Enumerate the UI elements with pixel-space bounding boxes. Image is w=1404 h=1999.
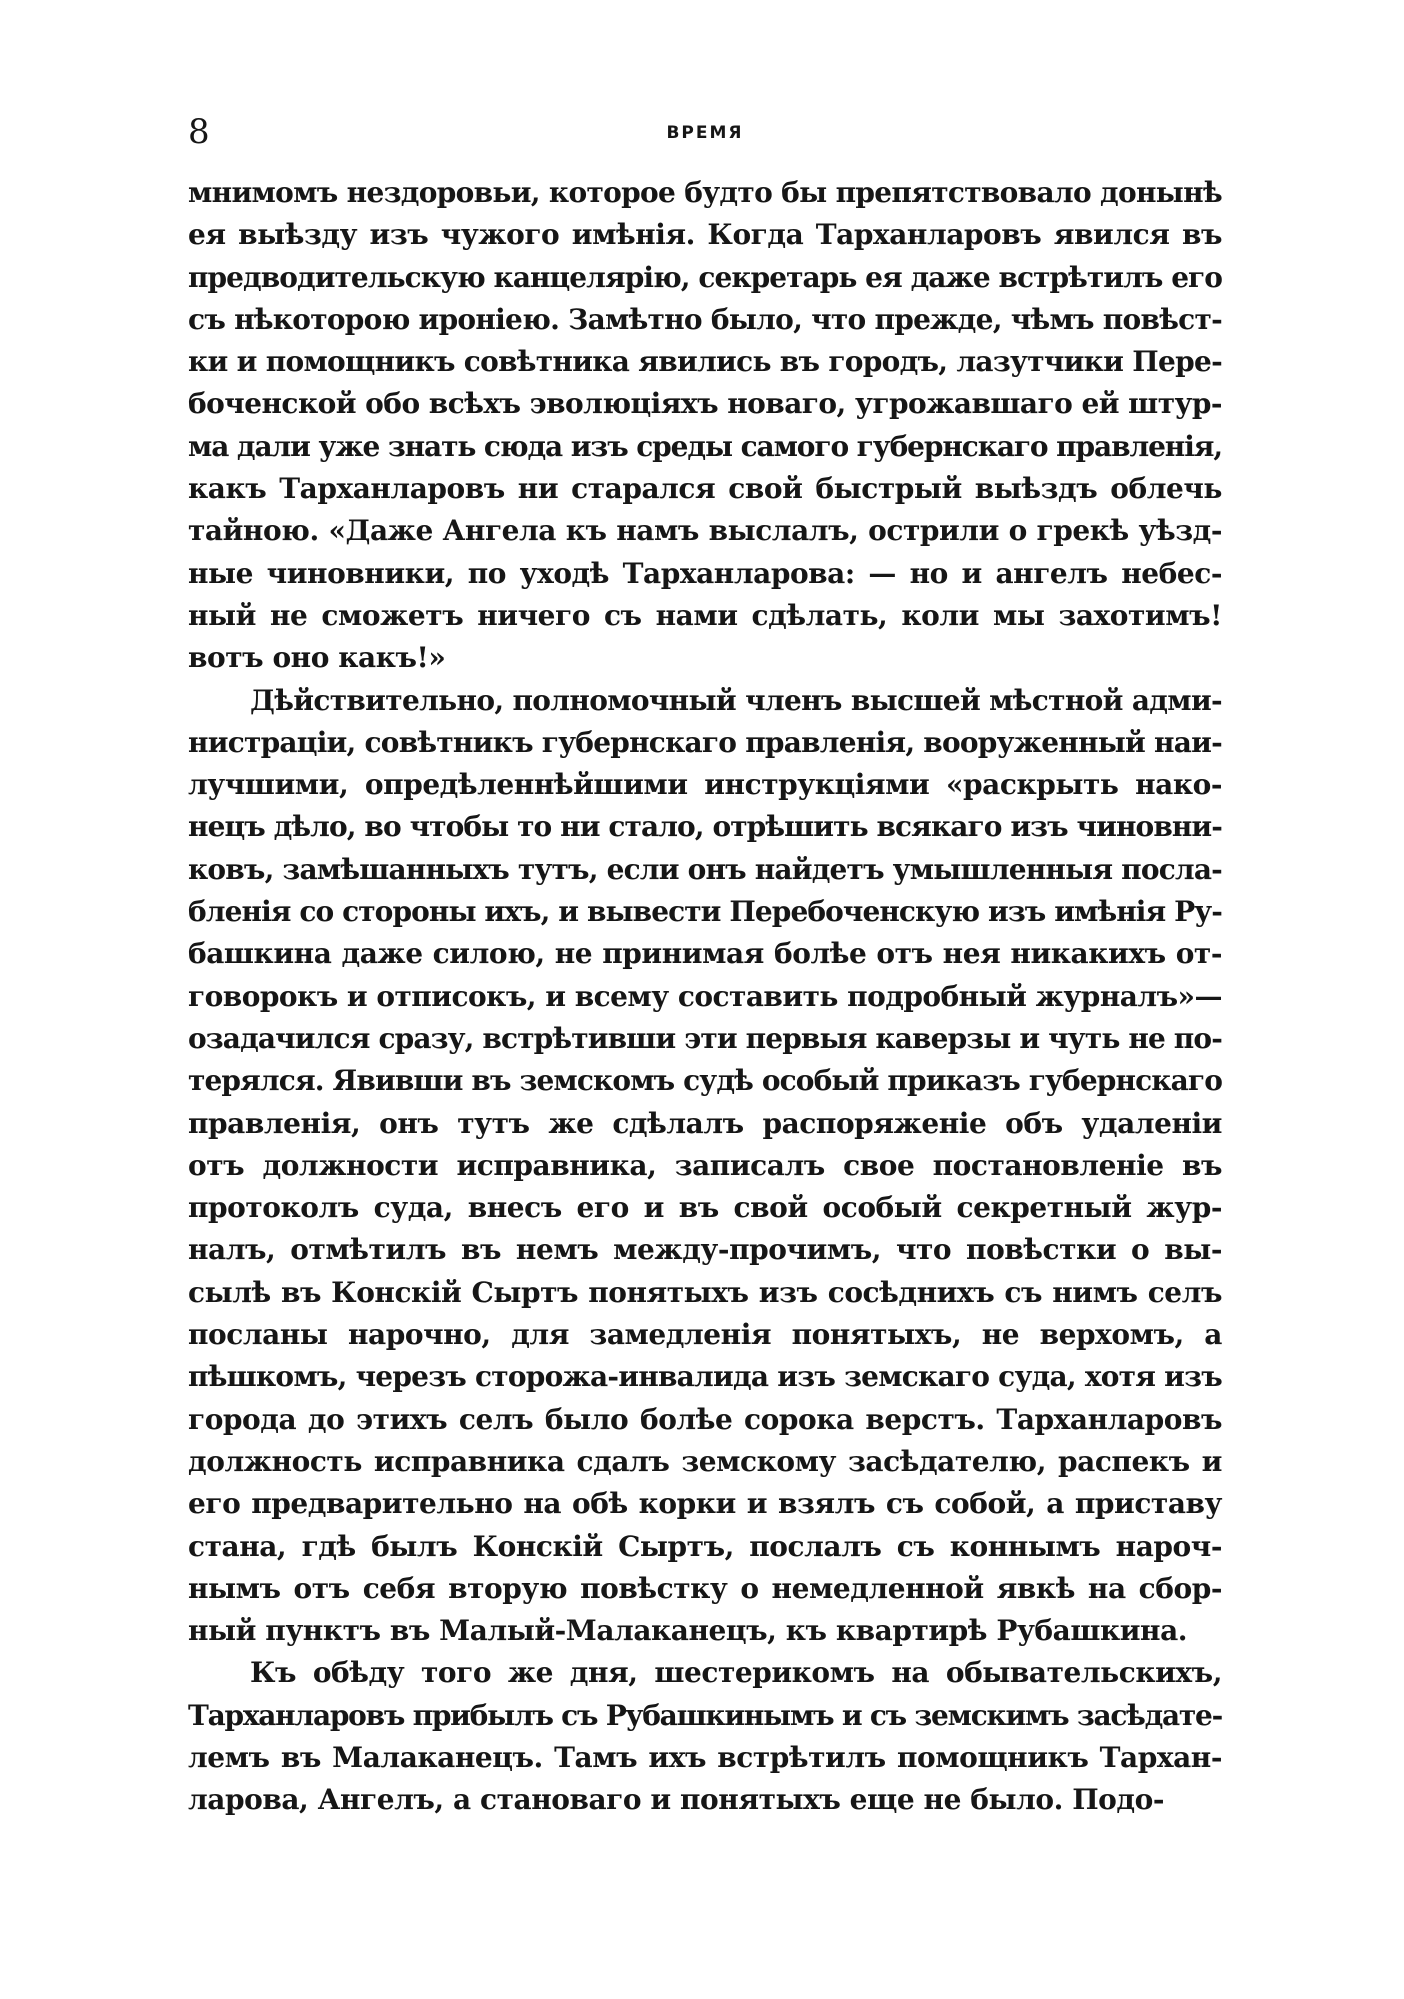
text-line: ма дали уже знать сюда изъ среды самого губернскаго правленія, <box>188 429 1222 463</box>
text-line: говорокъ и отписокъ, и всему составить подробный журналъ»— <box>188 979 1222 1013</box>
text-line: вотъ оно какъ!» <box>188 641 446 675</box>
paragraph-3 <box>188 1652 1222 1821</box>
text-line: бленія со стороны ихъ, и вывести Перебоченскую изъ имѣнія Ру- <box>188 895 1222 929</box>
text-line: башкина даже силою, не принимая болѣе отъ нея никакихъ от- <box>188 937 1222 971</box>
text-line: Тарханларовъ прибылъ съ Рубашкинымъ и съ земскимъ засѣдате- <box>188 1698 1222 1732</box>
text-line: города до этихъ селъ было болѣе сорока верстъ. Тарханларовъ <box>188 1402 1222 1436</box>
text-line: съ нѣкоторою ироніею. Замѣтно было, что прежде, чѣмъ повѣст- <box>188 302 1222 336</box>
text-line: сылѣ въ Конскій Сыртъ понятыхъ изъ сосѣднихъ съ нимъ селъ <box>188 1275 1222 1309</box>
text-line: ные чиновники, по уходѣ Тарханларова: — но и ангелъ небес- <box>188 556 1222 590</box>
text-line: ея выѣзду изъ чужого имѣнія. Когда Тарханларовъ явился въ <box>188 218 1222 252</box>
running-title: ВРЕМЯ <box>666 123 744 143</box>
text-line: предводительскую канцелярію, секретарь ея даже встрѣтилъ его <box>188 260 1222 294</box>
page-number: 8 <box>188 112 210 152</box>
text-line: ный пунктъ въ Малый-Малаканецъ, къ квартирѣ Рубашкина. <box>188 1614 1188 1648</box>
text-line: ларова, Ангелъ, а становаго и понятыхъ еще не было. Подо- <box>188 1783 1165 1817</box>
text-line: нистраціи, совѣтникъ губернскаго правленія, вооруженный наи- <box>188 725 1222 759</box>
text-line: боченской обо всѣхъ эволюціяхъ новаго, угрожавшаго ей штур- <box>188 387 1222 421</box>
text-line: стана, гдѣ былъ Конскій Сыртъ, послалъ съ коннымъ нароч- <box>188 1529 1222 1563</box>
text-line: пѣшкомъ, черезъ сторожа-инвалида изъ земскаго суда, хотя изъ <box>188 1360 1222 1394</box>
paragraph-1 <box>188 172 1222 680</box>
text-line: Къ обѣду того же дня, шестерикомъ на обывательскихъ, <box>250 1656 1222 1690</box>
text-line: отъ должности исправника, записалъ свое постановленіе въ <box>188 1148 1222 1182</box>
text-line: протоколъ суда, внесъ его и въ свой особый секретный жур- <box>188 1191 1222 1225</box>
text-line: налъ, отмѣтилъ въ немъ между-прочимъ, что повѣстки о вы- <box>188 1233 1222 1267</box>
text-line: мнимомъ нездоровьи, которое будто бы препятствовало донынѣ <box>188 176 1222 209</box>
text-line: лемъ въ Малаканецъ. Тамъ ихъ встрѣтилъ помощникъ Тархан- <box>188 1740 1222 1774</box>
text-line: тайною. «Даже Ангела къ намъ выслалъ, острили о грекѣ уѣзд- <box>188 514 1222 548</box>
text-line: терялся. Явивши въ земскомъ судѣ особый приказъ губернскаго <box>188 1064 1222 1098</box>
body-text <box>188 172 1222 1822</box>
paragraph-2 <box>188 680 1222 1653</box>
text-line: озадачился сразу, встрѣтивши эти первыя каверзы и чуть не по- <box>188 1021 1222 1055</box>
text-line: Дѣйствительно, полномочный членъ высшей мѣстной адми- <box>250 683 1222 717</box>
page-header <box>188 112 1222 152</box>
text-line: лучшими, опредѣленнѣйшими инструкціями «раскрыть нако- <box>188 768 1222 802</box>
text-line: посланы нарочно, для замедленія понятыхъ, не верхомъ, а <box>188 1318 1222 1352</box>
text-line: должность исправника сдалъ земскому засѣдателю, распекъ и <box>188 1444 1222 1478</box>
text-line: ный не сможетъ ничего съ нами сдѣлать, коли мы захотимъ! <box>188 598 1222 632</box>
text-line: правленія, онъ тутъ же сдѣлалъ распоряженіе объ удаленіи <box>188 1106 1222 1140</box>
text-line: ки и помощникъ совѣтника явились въ городъ, лазутчики Пере- <box>188 345 1222 379</box>
text-line: нецъ дѣло, во чтобы то ни стало, отрѣшить всякаго изъ чиновни- <box>188 810 1222 844</box>
text-line: ковъ, замѣшанныхъ тутъ, если онъ найдетъ умышленныя посла- <box>188 852 1222 886</box>
text-line: его предварительно на обѣ корки и взялъ съ собой, а приставу <box>188 1487 1222 1521</box>
text-line: какъ Тарханларовъ ни старался свой быстрый выѣздъ облечь <box>188 472 1222 506</box>
text-line: нымъ отъ себя вторую повѣстку о немедленной явкѣ на сбор- <box>188 1571 1222 1605</box>
